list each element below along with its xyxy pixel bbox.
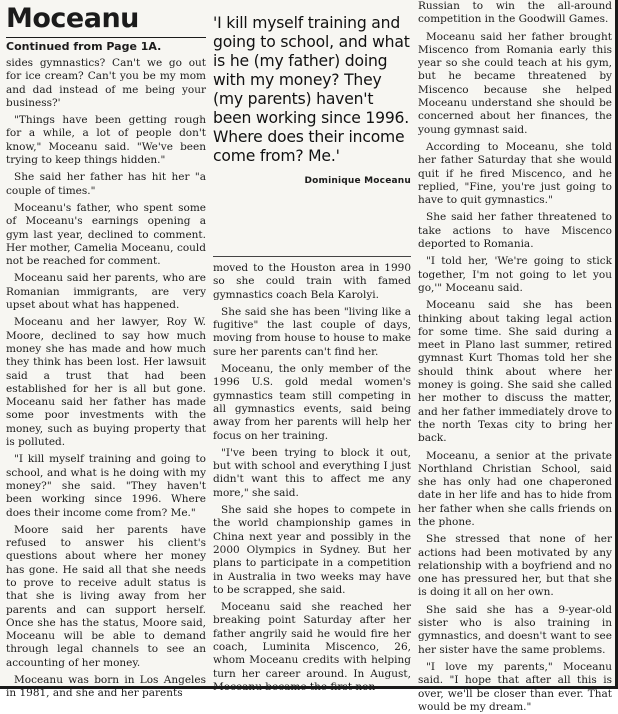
pull-quote xyxy=(213,14,411,252)
continued-from: Continued from Page 1A. xyxy=(6,40,162,53)
paragraph: Moceanu said she has been thinking about taking legal action for some time. She said during a meet in Plano last summer, retired gymnast Kurt Thomas told her she should think about where her money is going. She said she called her mother to discuss the matter, and her father immediately drove to the north Texas city to bring her back. xyxy=(418,299,612,445)
paragraph: sides gymnastics? Can't we go out for ice cream? Can't you be my mom and dad instead of me being your business?' xyxy=(6,57,206,109)
paragraph: Moceanu, the only member of the 1996 U.S. gold medal women's gymnastics team still competing in all gymnastics events, said being away from her parents will help her focus on her training. xyxy=(213,363,411,442)
headline: Moceanu xyxy=(6,3,139,34)
paragraph: She said her father has hit her "a couple of times." xyxy=(6,171,206,197)
paragraph: She said she has been "living like a fugitive" the last couple of days, moving from house to house to make sure her parents can't find her. xyxy=(213,305,411,358)
column-2 xyxy=(213,262,411,693)
column-3 xyxy=(418,0,612,713)
paragraph: "I've been trying to block it out, but with school and everything I just didn't want this to affect me any more," she said. xyxy=(213,446,411,499)
paragraph: moved to the Houston area in 1990 so she could train with famed gymnastics coach Bela Karolyi. xyxy=(213,262,411,301)
pull-quote-rule xyxy=(213,256,411,257)
paragraph: Moceanu said she reached her breaking point Saturday after her father angrily said he would fire her coach, Luminita Miscenco, 26, whom Moceanu credits with helping turn her career around. In August, Moceanu became the first non- xyxy=(213,601,411,693)
column-3-text xyxy=(418,0,612,714)
paragraph: Moceanu said her parents, who are Romanian immigrants, are very upset about what has happened. xyxy=(6,272,206,312)
pull-quote-attribution: Dominique Moceanu xyxy=(304,176,411,186)
paragraph: Moceanu, a senior at the private Northland Christian School, said she has only had one chaperoned date in her life and has to hide from her father when she calls friends on the phone. xyxy=(418,449,612,528)
paragraph: She said she has a 9-year-old sister who is also training in gymnastics, and doesn't want to see her sister have the same problems. xyxy=(418,603,612,656)
paragraph: Moceanu's father, who spent some of Moceanu's earnings opening a gym last year, declined to comment. Her mother, Camelia Moceanu, could not be reached for comment. xyxy=(6,201,206,268)
paragraph: "I kill myself training and going to school, and what is he doing with my money?" she said. "They haven't been working since 1996. Where does their income come from? Me." xyxy=(6,453,206,519)
paragraph: Moceanu said her father brought Miscenco from Romania early this year so she could teach at his gym, but he became threatened by Miscenco because she helped Moceanu understand she should be concerned about her finances, the young gymnast said. xyxy=(418,30,612,136)
paragraph: "Things have been getting rough for a while, a lot of people don't know," Moceanu said. "We've been trying to keep things hidden." xyxy=(6,114,206,167)
headline-rule xyxy=(6,37,206,38)
column-1-text xyxy=(6,57,206,701)
paragraph: "I told her, 'We're going to stick together, I'm not going to let you go,'" Moceanu said. xyxy=(418,255,612,294)
paragraph: Moore said her parents have refused to answer his client's questions about where her money has gone. He said all that she needs to prove to receive adult status is that she is living away from her parents and can support herself. Once she has the status, Moore said, Moceanu will be able to demand through legal channels to see an accounting of her money. xyxy=(6,523,206,669)
paragraph: She stressed that none of her actions had been motivated by any relationship with a boyfriend and no one has pressured her, but that she is doing it all on her own. xyxy=(418,533,612,599)
paragraph: According to Moceanu, she told her father Saturday that she would quit if he fired Miscenco, and he replied, "Fine, you're just going to have to quit gymnastics." xyxy=(418,140,612,207)
paragraph: She said she hopes to compete in the world championship games in China next year and possibly in the 2000 Olympics in Sydney. But her plans to participate in a competition in Australia in two weeks may have to be scrapped, she said. xyxy=(213,504,411,596)
column-2-text xyxy=(213,262,411,694)
paragraph: Moceanu was born in Los Angeles in 1981, and she and her parents xyxy=(6,674,206,700)
column-1 xyxy=(6,0,206,700)
paragraph: Russian to win the all-around competition in the Goodwill Games. xyxy=(418,0,612,26)
paragraph: Moceanu and her lawyer, Roy W. Moore, declined to say how much money she has made and how much they think has been lost. Her lawsuit said a trust that had been established for her is all but gone. Moceanu said her father has made some poor investments with the money, such as buying property that is polluted. xyxy=(6,316,206,449)
paragraph: She said her father threatened to take actions to have Miscenco deported to Romania. xyxy=(418,211,612,251)
pull-quote-text: 'I kill myself training and going to school, and what is he (my father) doing with my money? They (my parents) haven't been working since 1996. Where does their income come from? Me.' xyxy=(213,14,410,165)
paragraph: "I love my parents," Moceanu said. "I hope that after all this is over, we'll be closer than ever. That would be my dream." xyxy=(418,660,612,713)
